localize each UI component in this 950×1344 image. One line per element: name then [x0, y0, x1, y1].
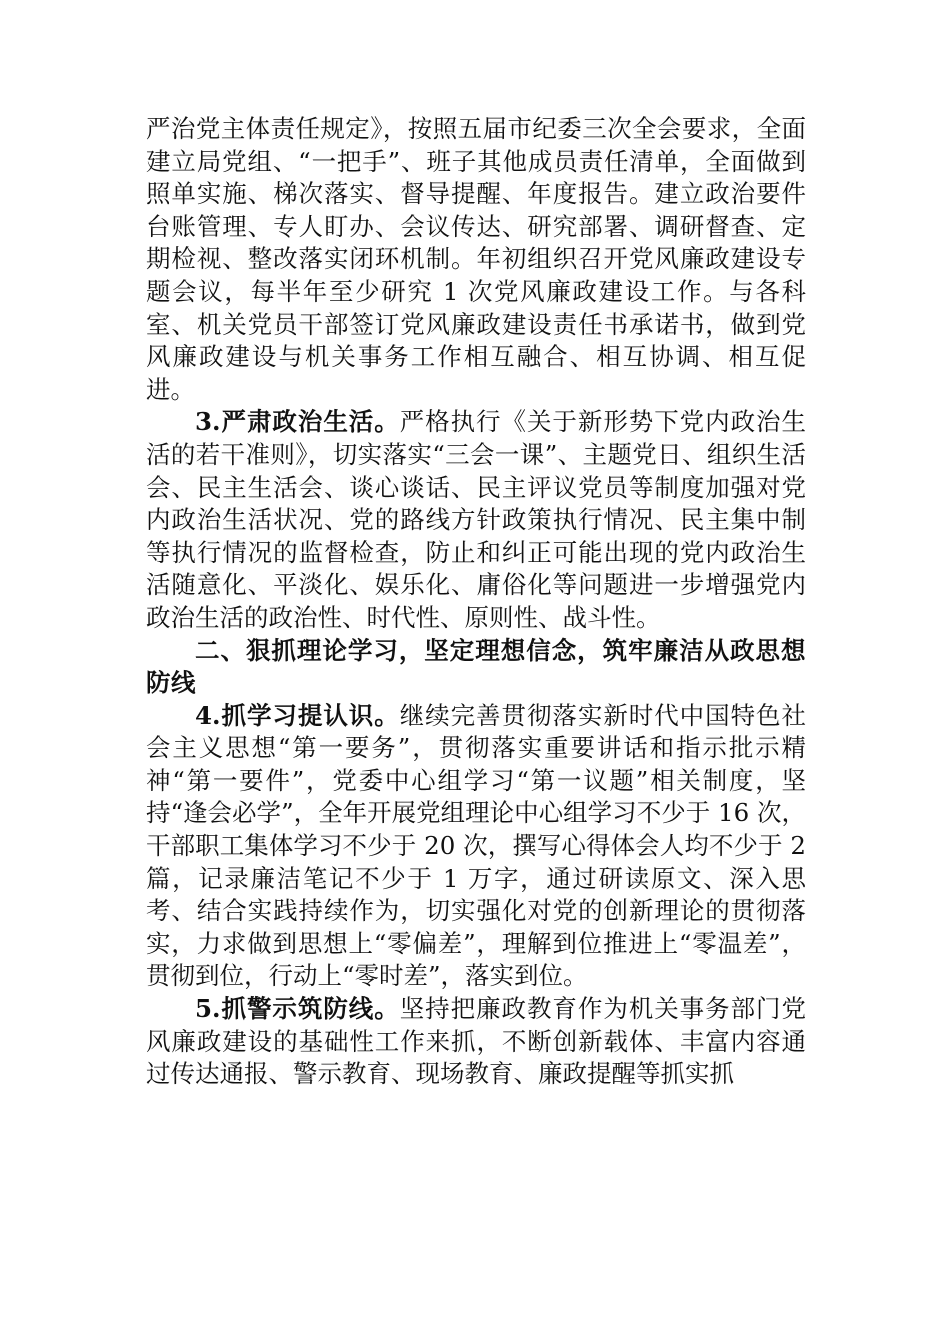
section-heading: 二、狠抓理论学习，坚定理想信念，筑牢廉洁从政思想防线	[146, 635, 806, 698]
paragraph-text: 严格执行《关于新形势下党内政治生活的若干准则》，切实落实“三会一课”、主题党日、组织生活会、民主生活会、谈心谈话、民主评议党员等制度加强对党内政治生活状况、党的路线方针政策执行情况、民主集中制等执行情况的监督检查，防止和纠正可能出现的党内政治生活随意化、平淡化、娱乐化、庸俗化等问题进一步增强党内政治生活的政治性、时代性、原则性、战斗性。	[146, 407, 806, 632]
paragraph-text: 坚持把廉政教育作为机关事务部门党风廉政建设的基础性工作来抓，不断创新载体、丰富内容通过传达通报、警示教育、现场教育、廉政提醒等抓实抓	[146, 994, 806, 1089]
body-paragraph-2	[146, 406, 806, 634]
document-page	[146, 113, 806, 1091]
paragraph-lead: 3.严肃政治生活。	[195, 407, 400, 437]
body-paragraph-1	[146, 113, 806, 406]
paragraph-text: 严治党主体责任规定》，按照五届市纪委三次全会要求，全面建立局党组、“一把手”、班子其他成员责任清单，全面做到照单实施、梯次落实、督导提醒、年度报告。建立政治要件台账管理、专人盯办、会议传达、研究部署、调研督查、定期检视、整改落实闭环机制。年初组织召开党风廉政建设专题会议，每半年至少研究 1 次党风廉政建设工作。与各科室、机关党员干部签订党风廉政建设责任书承诺书，做到党风廉政建设与机关事务工作相互融合、相互协调、相互促进。	[146, 114, 806, 404]
paragraph-lead: 5.抓警示筑防线。	[195, 994, 400, 1024]
paragraph-lead: 4.抓学习提认识。	[195, 700, 400, 730]
body-paragraph-4	[146, 700, 806, 993]
body-paragraph-5	[146, 993, 806, 1091]
paragraph-text: 继续完善贯彻落实新时代中国特色社会主义思想“第一要务”，贯彻落实重要讲话和指示批示精神“第一要件”，党委中心组学习“第一议题”相关制度，坚持“逢会必学”，全年开展党组理论中心组学习不少于 16 次，干部职工集体学习不少于 20 次，撰写心得体会人均不少于 2 篇，记录廉洁笔记不少于 1 万字，通过研读原文、深入思考、结合实践持续作为，切实强化对党的创新理论的贯彻落实，力求做到思想上“零偏差”，理解到位推进上“零温差”，贯彻到位，行动上“零时差”，落实到位。	[146, 700, 806, 991]
